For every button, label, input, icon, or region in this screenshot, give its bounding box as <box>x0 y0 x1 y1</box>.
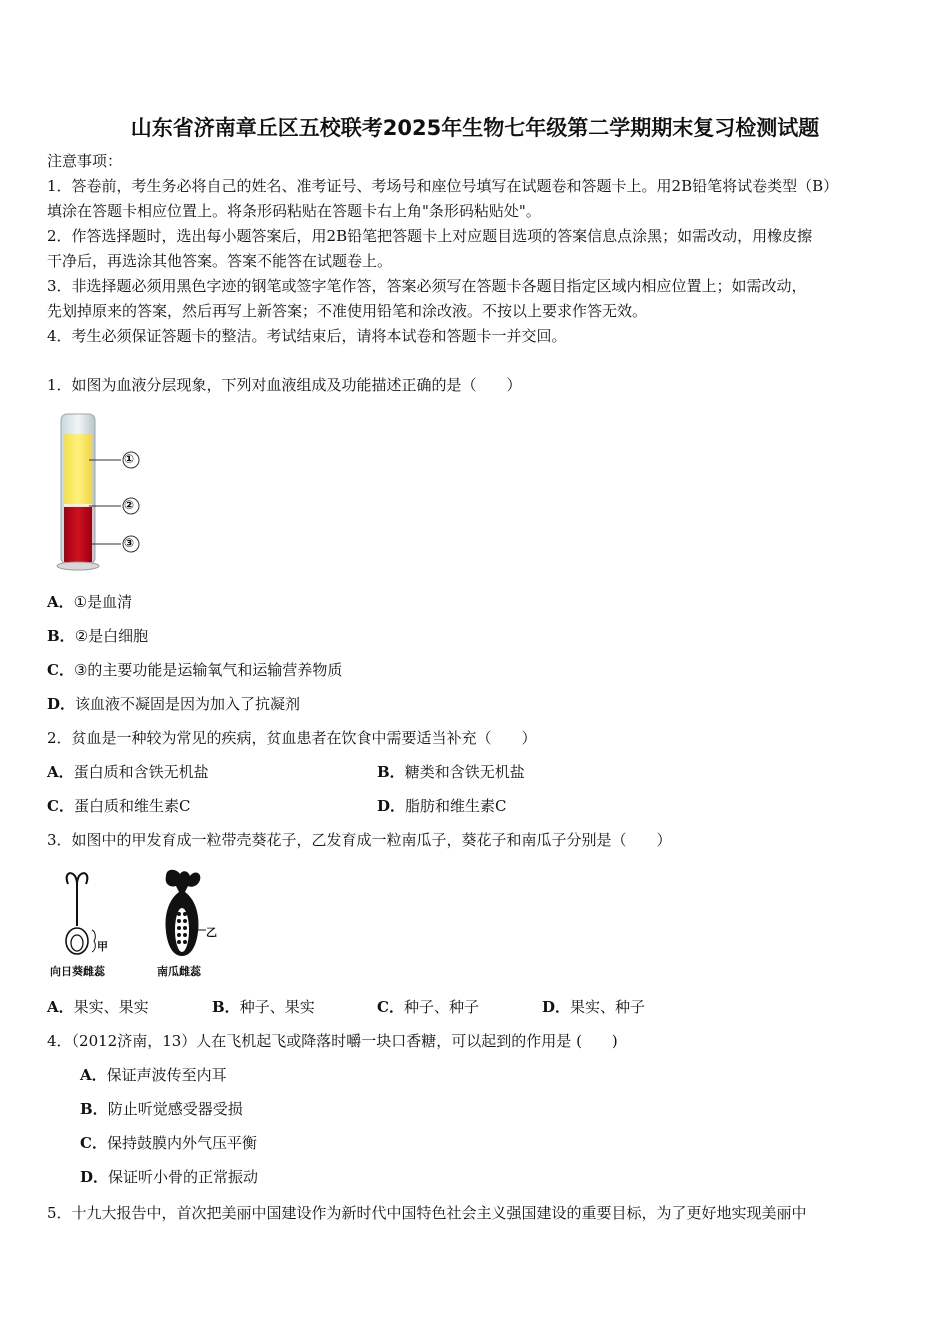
q4-option-d[interactable]: D．保证听小骨的正常振动 <box>80 1168 259 1186</box>
q2-option-b[interactable]: B．糖类和含铁无机盐 <box>377 763 525 781</box>
blood-tube-figure <box>55 412 155 577</box>
test-tube-icon <box>55 412 155 577</box>
q1-option-c[interactable]: C．③的主要功能是运输氧气和运输营养物质 <box>47 661 343 679</box>
notice-line: 2．作答选择题时，选出每小题答案后，用2B铅笔把答题卡上对应题目选项的答案信息点涂黑；如需改动，用橡皮擦 <box>47 227 813 245</box>
page-title: 山东省济南章丘区五校联考2025年生物七年级第二学期期末复习检测试题 <box>130 116 820 140</box>
pistil-mark-yi: 乙 <box>206 926 217 939</box>
blood-label-2: ② <box>124 498 135 512</box>
question-2-stem: 2．贫血是一种较为常见的疾病，贫血患者在饮食中需要适当补充（ ） <box>47 729 537 747</box>
sunflower-pistil-caption: 向日葵雌蕊 <box>50 965 105 978</box>
notice-line: 先划掉原来的答案，然后再写上新答案；不准使用铅笔和涂改液。不按以上要求作答无效。 <box>47 302 648 320</box>
q3-option-b[interactable]: B．种子、果实 <box>212 998 315 1016</box>
q4-option-c[interactable]: C．保持鼓膜内外气压平衡 <box>80 1134 257 1152</box>
q3-option-d[interactable]: D．果实、种子 <box>542 998 646 1016</box>
q2-option-a[interactable]: A．蛋白质和含铁无机盐 <box>47 763 209 781</box>
q1-option-a[interactable]: A．①是血清 <box>47 593 133 611</box>
notice-line: 4．考生必须保证答题卡的整洁。考试结束后，请将本试卷和答题卡一并交回。 <box>47 327 567 345</box>
pistil-diagram-icon <box>48 866 228 960</box>
pumpkin-pistil-caption: 南瓜雌蕊 <box>157 965 201 978</box>
pistil-mark-jia: 甲 <box>97 940 108 953</box>
question-1-stem: 1．如图为血液分层现象，下列对血液组成及功能描述正确的是（ ） <box>47 376 522 394</box>
notice-heading: 注意事项： <box>47 152 123 170</box>
q3-option-c[interactable]: C．种子、种子 <box>377 998 479 1016</box>
q4-option-a[interactable]: A．保证声波传至内耳 <box>80 1066 227 1084</box>
blood-label-1: ① <box>124 452 135 466</box>
q2-option-c[interactable]: C．蛋白质和维生素C <box>47 797 191 815</box>
question-3-stem: 3．如图中的甲发育成一粒带壳葵花子，乙发育成一粒南瓜子，葵花子和南瓜子分别是（ ） <box>47 831 672 849</box>
pistil-figure <box>48 866 228 981</box>
question-5-stem: 5．十九大报告中，首次把美丽中国建设作为新时代中国特色社会主义强国建设的重要目标，为了更好地实现美丽中 <box>47 1204 807 1222</box>
q1-option-b[interactable]: B．②是白细胞 <box>47 627 149 645</box>
q3-option-a[interactable]: A．果实、果实 <box>47 998 149 1016</box>
q4-option-b[interactable]: B．防止听觉感受器受损 <box>80 1100 243 1118</box>
q1-option-d[interactable]: D．该血液不凝固是因为加入了抗凝剂 <box>47 695 301 713</box>
q2-option-d[interactable]: D．脂肪和维生素C <box>377 797 507 815</box>
notice-line: 填涂在答题卡相应位置上。将条形码粘贴在答题卡右上角"条形码粘贴处"。 <box>47 202 541 220</box>
notice-line: 1．答卷前，考生务必将自己的姓名、准考证号、考场号和座位号填写在试题卷和答题卡上。用2B铅笔将试卷类型（B） <box>47 177 839 195</box>
notice-line: 3．非选择题必须用黑色字迹的钢笔或签字笔作答，答案必须写在答题卡各题目指定区域内相应位置上；如需改动， <box>47 277 807 295</box>
question-4-stem: 4．（2012济南，13）人在飞机起飞或降落时嚼一块口香糖，可以起到的作用是 ( ) <box>47 1032 618 1050</box>
blood-label-3: ③ <box>124 536 135 550</box>
notice-line: 干净后，再选涂其他答案。答案不能答在试题卷上。 <box>47 252 393 270</box>
